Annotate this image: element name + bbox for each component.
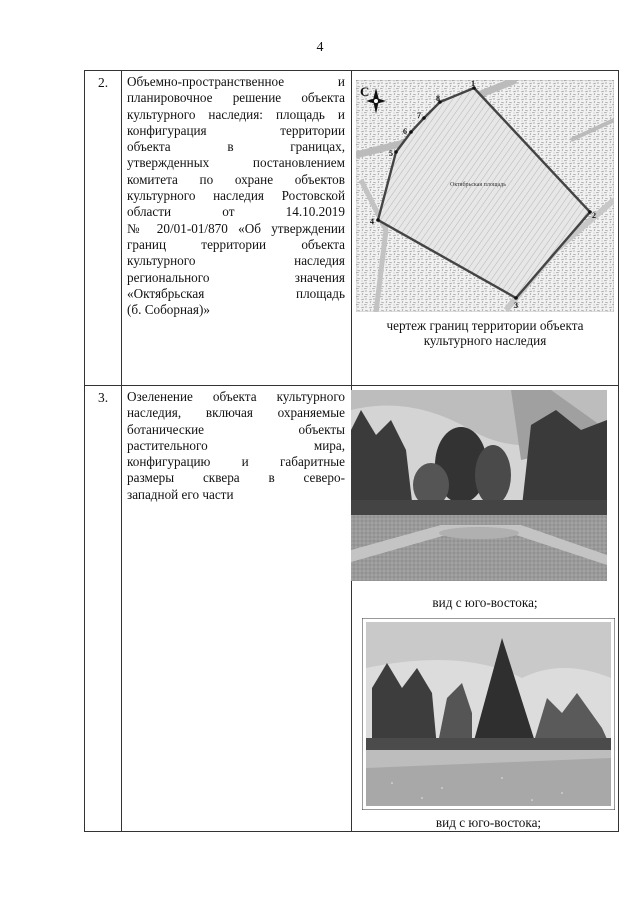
description-line: Объемно-пространственное и <box>127 74 345 89</box>
map-point-label: 8 <box>436 94 440 103</box>
heritage-table <box>84 70 619 832</box>
description-line: Озеленение объекта культурного <box>127 389 345 404</box>
description-text <box>122 71 351 318</box>
map-point-label: 4 <box>370 217 374 226</box>
photo1-caption: вид с юго-востока; <box>432 595 538 610</box>
description-line: растительного мира, <box>127 437 345 453</box>
description-line: регионального значения <box>127 269 345 285</box>
table-row <box>85 71 619 386</box>
map-point-label: 7 <box>417 111 421 120</box>
map-point-label: 6 <box>403 127 407 136</box>
description-line: наследия, включая охраняемые <box>127 405 345 421</box>
page-number: 4 <box>316 40 324 55</box>
map-center-label: Октябрьская площадь <box>450 182 506 188</box>
description-line: № 20/01-01/870 «Об утверждении <box>127 220 345 236</box>
description-line: (б. Соборная)» <box>127 302 210 318</box>
description-line: области от 14.10.2019 <box>127 204 345 220</box>
map-point-label: 3 <box>514 301 518 310</box>
photo2-caption: вид с юго-востока; <box>435 815 542 830</box>
map-caption <box>352 318 618 348</box>
row-media <box>352 71 619 386</box>
description-line: конфигурация территории <box>127 122 345 138</box>
description-line: границ территории объекта <box>127 236 345 252</box>
greenery-photo-2 <box>362 618 615 810</box>
row-number: 2. <box>85 71 122 386</box>
description-line: утвержденных постановлением <box>127 155 345 171</box>
description-line: культурного наследия <box>127 253 345 269</box>
row-number: 3. <box>85 386 122 832</box>
description-line: «Октябрьская площадь <box>127 285 345 301</box>
description-line: планировочное решение объекта <box>127 90 345 106</box>
description-line: размеры сквера в северо- <box>127 470 345 486</box>
description-line: ботанические объекты <box>127 421 345 437</box>
greenery-photo-1 <box>351 390 607 581</box>
description-line: культурного наследия: площадь и <box>127 106 345 122</box>
north-letter: С <box>360 84 370 99</box>
row-media <box>352 386 619 832</box>
table-row <box>85 386 619 832</box>
row-description <box>122 71 352 386</box>
description-line: западной его части <box>127 486 234 502</box>
description-line: культурного наследия Ростовской <box>127 188 345 204</box>
row-description <box>122 386 352 832</box>
boundary-map <box>352 80 614 312</box>
description-line: конфигурацию и габаритные <box>127 454 345 470</box>
caption-line: культурного наследия <box>423 333 547 348</box>
map-point-label: 2 <box>592 211 596 220</box>
map-point-label: 5 <box>389 149 393 158</box>
description-line: комитета по охране объектов <box>127 171 345 187</box>
caption-line: чертеж границ территории объекта <box>386 318 584 333</box>
map-point-label: 1 <box>471 80 475 88</box>
description-text <box>122 386 351 503</box>
description-line: объекта в границах, <box>127 139 345 155</box>
